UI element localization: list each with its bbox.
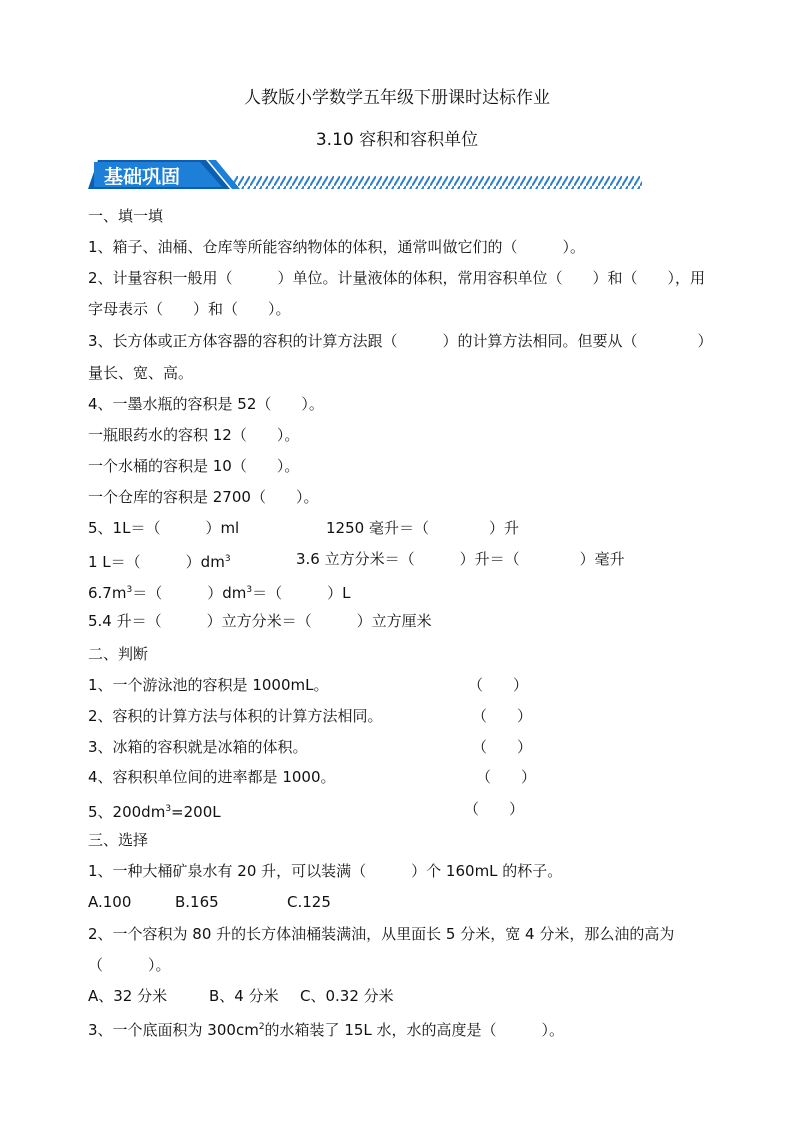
choice-2-option-a: A、32 分米: [88, 987, 168, 1005]
judge-2-parens: （ ）: [472, 707, 533, 725]
q1: 1、箱子、油桶、仓库等所能容纳物体的体积，通常叫做它们的（ ）。: [88, 238, 586, 256]
q3-line1: 3、长方体或正方体容器的容积的计算方法跟（ ）的计算方法相同。但要从（ ）: [88, 332, 713, 350]
q5-line1b: 1250 毫升＝（ ）升: [326, 519, 519, 537]
page-title: 人教版小学数学五年级下册课时达标作业: [244, 88, 550, 108]
judge-5: 5、$200dm^3=200L$: [88, 803, 221, 821]
q4-line1: 4、一墨水瓶的容积是 52（ ）。: [88, 395, 324, 413]
judge-1-parens: （ ）: [468, 676, 529, 694]
choice-2-option-b: B、4 分米: [209, 987, 279, 1005]
judge-3: 3、冰箱的容积就是冰箱的体积。: [88, 738, 308, 756]
q5-line2a: 1 L＝（ ）$dm^3$: [88, 553, 231, 571]
banner-hatch-stripe: [232, 176, 642, 189]
choice-1-option-b: B.165: [175, 893, 219, 911]
q4-line3: 一个水桶的容积是 10（ ）。: [88, 457, 300, 475]
choice-2-option-c: C、0.32 分米: [300, 987, 394, 1005]
choice-2-line1: 2、一个容积为 80 升的长方体油桶装满油，从里面长 5 分米，宽 4 分米，那么油的高为: [88, 925, 675, 943]
q4-line2: 一瓶眼药水的容积 12（ ）。: [88, 426, 300, 444]
q2-line2: 字母表示（ ）和（ ）。: [88, 300, 291, 318]
q5-line4: 5.4 升＝（ ）立方分米＝（ ）立方厘米: [88, 612, 432, 630]
q4-line4: 一个仓库的容积是 2700（ ）。: [88, 488, 319, 506]
q3-line2: 量长、宽、高。: [88, 364, 194, 382]
judge-3-parens: （ ）: [472, 738, 533, 756]
section3-heading: 三、选择: [88, 831, 149, 849]
judge-4: 4、容积积单位间的进率都是 1000。: [88, 768, 336, 786]
superscript: 3: [165, 804, 172, 814]
choice-1-option-a: A.100: [88, 893, 132, 911]
q5-line1a: 5、1L＝（ ）ml: [88, 519, 240, 537]
section2-heading: 二、判断: [88, 645, 149, 663]
q5-line2b: 3.6 立方分米＝（ ）升＝（ ）毫升: [296, 550, 625, 568]
superscript: 2: [258, 1022, 265, 1032]
superscript: 3: [126, 585, 133, 595]
q5-line3: $6.7m^3=$（ ）$dm^3=$（ ）L: [88, 584, 351, 602]
choice-2-line2: （ ）。: [88, 956, 171, 974]
judge-2: 2、容积的计算方法与体积的计算方法相同。: [88, 707, 383, 725]
judge-4-parens: （ ）: [476, 768, 537, 786]
choice-1: 1、一种大桶矿泉水有 20 升，可以装满（ ）个 160mL 的杯子。: [88, 862, 563, 880]
superscript: 3: [246, 585, 253, 595]
banner-label: 基础巩固: [104, 166, 181, 188]
section1-heading: 一、填一填: [88, 207, 164, 225]
choice-3: 3、一个底面积为 $300cm^2$的水箱装了 15L 水，水的高度是（ ）。: [88, 1021, 565, 1039]
banner-graphic: [88, 156, 644, 196]
page-subtitle: 3.10 容积和容积单位: [315, 130, 479, 150]
judge-1: 1、一个游泳池的容积是 1000mL。: [88, 676, 329, 694]
superscript: 3: [224, 554, 231, 564]
judge-5-parens: （ ）: [464, 800, 525, 818]
section-banner: [88, 156, 644, 196]
choice-1-option-c: C.125: [287, 893, 331, 911]
q2-line1: 2、计量容积一般用（ ）单位。计量液体的体积，常用容积单位（ ）和（ ），用: [88, 269, 706, 287]
